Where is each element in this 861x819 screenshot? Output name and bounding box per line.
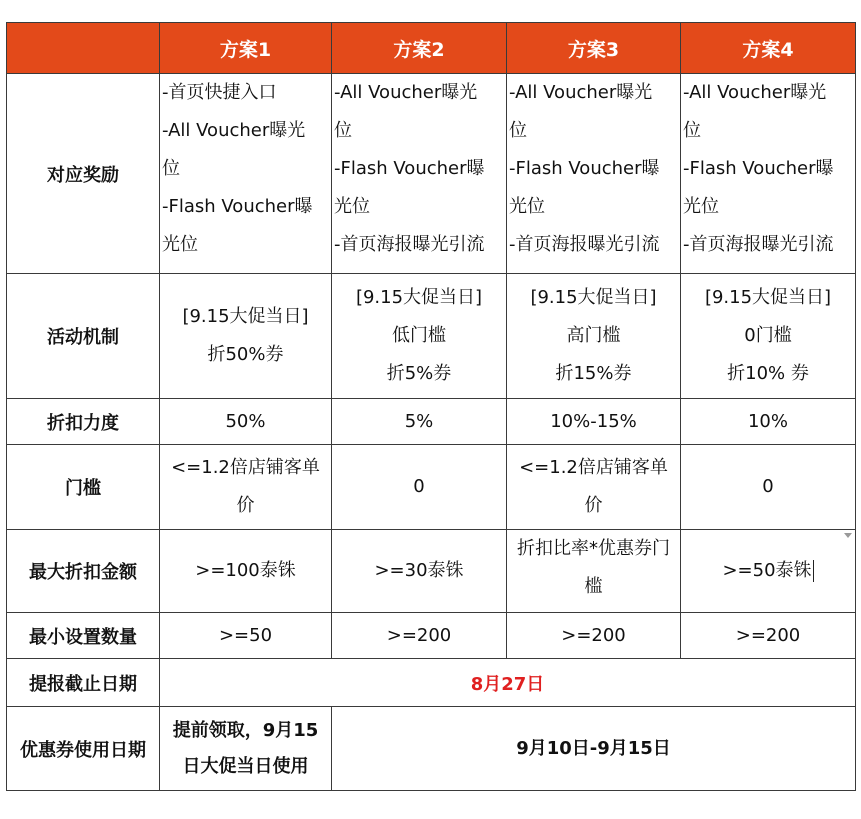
cell-mechanism-plan-4 <box>681 274 856 399</box>
text-line: 0门槛 <box>744 325 792 346</box>
text-line: 日大促当日使用 <box>182 755 309 777</box>
cell-discount-plan-1: 50% <box>160 399 332 445</box>
text-line: 位 <box>334 120 352 141</box>
header-plan-1: 方案1 <box>160 23 332 74</box>
row-usage-date <box>7 707 856 791</box>
text-line: [9.15大促当日] <box>530 287 657 308</box>
cell-usage-date-others: 9月10日-9月15日 <box>332 707 856 791</box>
text-line: [9.15大促当日] <box>182 306 309 327</box>
text-line: -All Voucher曝光 <box>334 82 478 103</box>
text-line: 折50%券 <box>207 344 284 365</box>
row-reward <box>7 74 856 274</box>
cell-threshold-plan-1 <box>160 445 332 530</box>
cell-mechanism-plan-2 <box>332 274 507 399</box>
text-line: -Flash Voucher曝 <box>334 158 485 179</box>
text-line: [9.15大促当日] <box>355 287 483 308</box>
cell-mechanism-plan-3 <box>507 274 681 399</box>
text-line: 折10% 券 <box>727 363 809 384</box>
text-line: 槛 <box>584 576 603 597</box>
text-line: -Flash Voucher曝 <box>683 158 834 179</box>
cell-min-qty-plan-2: >=200 <box>332 613 507 659</box>
row-max-discount <box>7 530 856 613</box>
row-label-deadline: 提报截止日期 <box>7 659 160 707</box>
text-line: 价 <box>584 495 603 516</box>
row-label-usage-date: 优惠券使用日期 <box>7 707 160 791</box>
cell-usage-date-plan-1 <box>160 707 332 791</box>
text-line: <=1.2倍店铺客单 <box>171 457 320 478</box>
text-cursor <box>813 560 814 582</box>
text-line: 折5%券 <box>386 363 452 384</box>
cell-deadline-value: 8月27日 <box>160 659 856 707</box>
header-plan-2: 方案2 <box>332 23 507 74</box>
cell-min-qty-plan-1: >=50 <box>160 613 332 659</box>
text-line: 折扣比率*优惠券门 <box>517 538 670 559</box>
header-corner-cell <box>7 23 160 74</box>
cell-min-qty-plan-4: >=200 <box>681 613 856 659</box>
plan-comparison-table <box>6 22 856 791</box>
cell-reward-plan-2 <box>332 74 507 274</box>
cell-min-qty-plan-3: >=200 <box>507 613 681 659</box>
text-line: <=1.2倍店铺客单 <box>519 457 668 478</box>
cell-max-discount-plan-2: >=30泰铢 <box>332 530 507 613</box>
row-discount <box>7 399 856 445</box>
text-line: 高门槛 <box>566 325 621 346</box>
text-line: -All Voucher曝光 <box>683 82 827 103</box>
row-threshold <box>7 445 856 530</box>
text-line: -首页海报曝光引流 <box>509 234 660 255</box>
cell-threshold-plan-4: 0 <box>681 445 856 530</box>
cell-reward-plan-3 <box>507 74 681 274</box>
text-line: 位 <box>162 158 180 179</box>
row-label-min-qty: 最小设置数量 <box>7 613 160 659</box>
cell-max-discount-plan-4[interactable] <box>681 530 856 613</box>
cell-discount-plan-4: 10% <box>681 399 856 445</box>
text-line: 位 <box>509 120 527 141</box>
text-line: 价 <box>236 495 255 516</box>
text-line: -All Voucher曝光 <box>162 120 306 141</box>
text-line: 光位 <box>683 196 719 217</box>
cell-max-discount-plan-3 <box>507 530 681 613</box>
row-deadline <box>7 659 856 707</box>
text-line: -Flash Voucher曝 <box>162 196 313 217</box>
cell-mechanism-plan-1 <box>160 274 332 399</box>
text-line: 光位 <box>334 196 370 217</box>
text-line: -首页海报曝光引流 <box>334 234 485 255</box>
row-label-threshold: 门槛 <box>7 445 160 530</box>
row-label-reward: 对应奖励 <box>7 74 160 274</box>
text-line: 折15%券 <box>555 363 632 384</box>
cell-text: >=50泰铢 <box>722 560 812 581</box>
row-label-discount: 折扣力度 <box>7 399 160 445</box>
header-plan-4: 方案4 <box>681 23 856 74</box>
text-line: 光位 <box>162 234 198 255</box>
header-row <box>7 23 856 74</box>
header-plan-3: 方案3 <box>507 23 681 74</box>
cell-max-discount-plan-1: >=100泰铢 <box>160 530 332 613</box>
cell-reward-plan-1 <box>160 74 332 274</box>
row-mechanism <box>7 274 856 399</box>
text-line: -All Voucher曝光 <box>509 82 653 103</box>
row-label-max-discount: 最大折扣金额 <box>7 530 160 613</box>
text-line: 位 <box>683 120 701 141</box>
row-label-mechanism: 活动机制 <box>7 274 160 399</box>
text-line: -首页快捷入口 <box>162 82 277 103</box>
text-line: -Flash Voucher曝 <box>509 158 660 179</box>
dropdown-marker-icon[interactable] <box>844 533 852 538</box>
cell-discount-plan-3: 10%-15% <box>507 399 681 445</box>
text-line: 光位 <box>509 196 545 217</box>
text-line: 低门槛 <box>392 325 446 346</box>
text-line: -首页海报曝光引流 <box>683 234 834 255</box>
cell-threshold-plan-2: 0 <box>332 445 507 530</box>
text-line: 提前领取，9月15 <box>172 719 319 741</box>
cell-discount-plan-2: 5% <box>332 399 507 445</box>
text-line: [9.15大促当日] <box>704 287 832 308</box>
cell-reward-plan-4 <box>681 74 856 274</box>
row-min-qty <box>7 613 856 659</box>
cell-threshold-plan-3 <box>507 445 681 530</box>
